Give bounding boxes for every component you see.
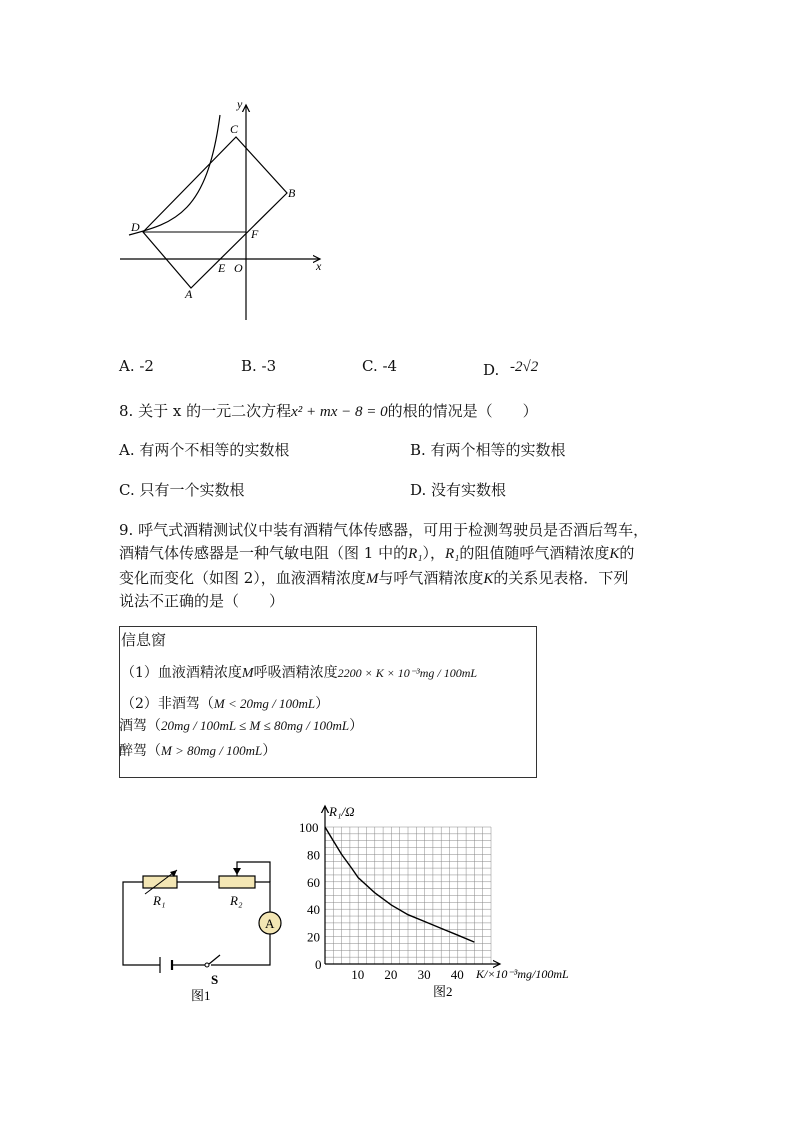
chart-caption: 图2 [433,984,453,999]
q8-option-b[interactable]: B. 有两个相等的实数根 [410,441,566,459]
ammeter-label: A [265,916,275,931]
chart-xlabel: K/×10⁻³mg/100mL [476,967,569,981]
info-item3-b: ） [349,718,364,734]
wire-right [255,882,270,912]
circuit-diagram [115,850,290,1005]
info-item3 [119,716,363,736]
q7-option-c[interactable]: C. -4 [362,357,398,375]
q9-line3 [119,568,628,589]
y-tick-label: 80 [307,847,320,863]
info-item1-formula: 2200 × K × 10⁻³mg / 100mL [337,666,478,680]
r2-label: R₂ [230,893,243,908]
q9-l3-a: 变化而变化（如图 2），血液酒精浓度 [119,569,366,587]
info-item4-b: ） [262,743,277,759]
info-item3-formula: 20mg / 100mL ≤ M ≤ 80mg / 100mL [161,718,350,733]
q9-l3-c: 的关系见表格．下列 [493,569,629,587]
label-e: E [218,261,226,275]
r2-slider-tip [233,868,241,875]
q7-option-d[interactable] [483,356,538,377]
info-item2-formula: M < 20mg / 100mL [213,696,316,711]
q7-option-d-prefix: D. [483,361,500,379]
square-abcd [143,137,287,288]
r1-vs-k-chart [295,798,595,1008]
q8-option-c[interactable]: C. 只有一个实数根 [119,481,245,499]
info-item1-b: 呼吸酒精浓度 [253,665,338,681]
q9-l3-m: M [365,571,379,587]
info-item3-a: 酒驾（ [119,718,161,734]
info-item2 [121,694,329,714]
switch-blade [209,955,220,964]
switch-label: S [211,972,219,987]
label-y: y [237,97,243,111]
y-tick-label: 60 [307,874,320,890]
q9-l2-d: 的 [619,544,635,562]
q9-l2-k: K [609,546,620,562]
label-x: x [316,259,322,273]
wire-right-bottom [211,934,270,965]
q8-stem-prefix: 8. 关于 x 的一元二次方程 [119,402,292,420]
q9-line2 [119,543,634,564]
info-item4 [119,741,276,761]
chart-grid [325,827,491,964]
r1-label: R₁ [153,893,166,908]
q8-stem [119,401,538,422]
label-b: B [288,186,296,200]
q9-l3-k: K [483,571,494,587]
y-tick-label: 100 [299,820,319,835]
q9-l3-b: 与呼气酒精浓度 [378,569,484,587]
q7-option-a[interactable]: A. -2 [119,357,154,375]
info-title: 信息窗 [121,631,167,649]
label-a: A [185,287,193,301]
info-item1 [121,663,477,684]
y-tick-label: 0 [315,957,322,972]
chart-ylabel: R₁/Ω [329,804,355,819]
label-o: O [234,261,243,275]
q9-line4: 说法不正确的是（ ） [119,592,285,610]
label-c: C [230,122,239,136]
y-tick-label: 20 [307,929,320,945]
q7-option-d-value: -2√2 [510,359,539,375]
label-d: D [131,220,140,234]
r1-resistor [143,876,177,888]
circuit-caption: 图1 [191,988,211,1003]
q9-line1: 9. 呼气式酒精测试仪中装有酒精气体传感器，可用于检测驾驶员是否酒后驾车， [119,521,649,539]
curve [129,115,220,235]
info-item1-m: M [241,666,254,681]
info-item2-a: （2）非酒驾（ [121,696,214,712]
x-tick-label: 10 [351,967,365,982]
q9-l2-r1: R₁ [408,546,423,562]
q9-l2-c: 的阻值随呼气酒精浓度 [459,544,610,562]
coordinate-figure [115,95,335,325]
info-item4-formula: M > 80mg / 100mL [161,743,263,758]
info-item2-b: ） [315,696,330,712]
q9-l2-a: 酒精气体传感器是一种气敏电阻（图 1 中的 [119,544,409,562]
q9-l2-r1b: R₁ [445,546,460,562]
x-tick-label: 30 [417,967,431,982]
y-tick-label: 40 [307,902,320,918]
r2-resistor [219,876,255,888]
q7-option-b[interactable]: B. -3 [241,357,277,375]
q8-option-d[interactable]: D. 没有实数根 [410,481,507,499]
x-tick-label: 40 [450,967,464,982]
switch-pivot [205,963,209,967]
label-f: F [251,227,259,241]
chart-ticks [299,820,464,982]
x-tick-label: 20 [384,967,398,982]
info-item1-a: （1）血液酒精浓度 [121,665,242,681]
q8-stem-suffix: 的根的情况是（ ） [387,402,538,420]
q8-equation: x² + mx − 8 = 0 [291,404,388,420]
q8-option-a[interactable]: A. 有两个不相等的实数根 [119,441,290,459]
q9-l2-b: ）， [422,544,445,562]
info-item4-a: 醉驾（ [119,743,161,759]
